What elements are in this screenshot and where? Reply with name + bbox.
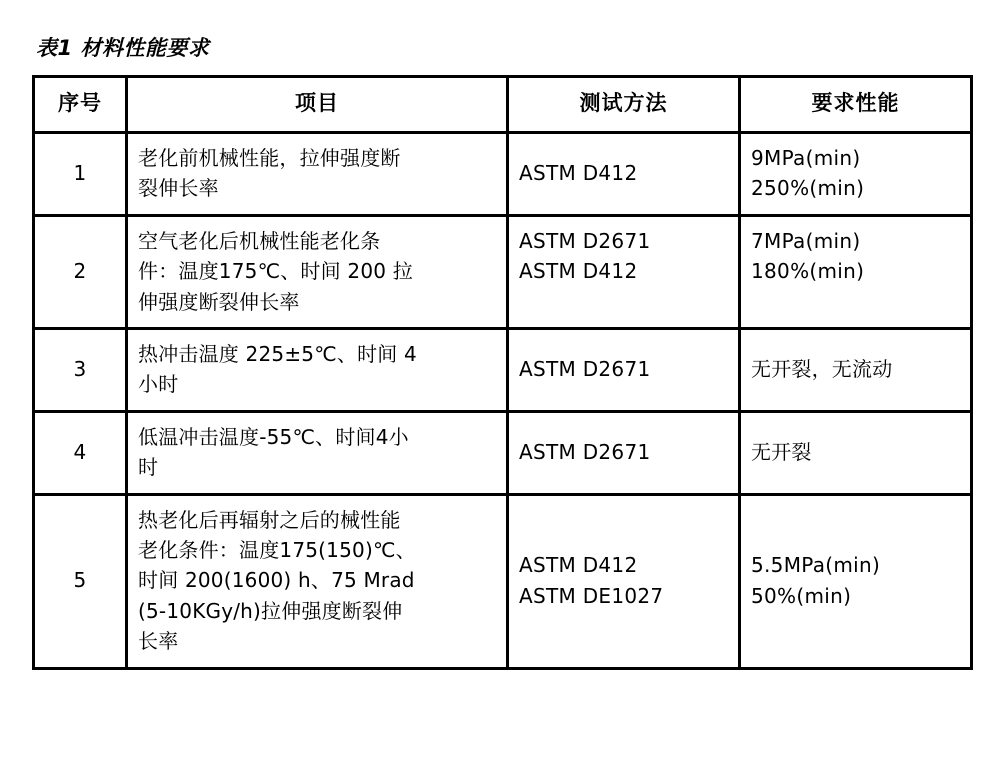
requirement-line: 180%(min) (751, 259, 865, 284)
method-line: ASTM D2671 (519, 357, 651, 382)
row-method-cell (508, 329, 740, 412)
column-header-no: 序号 (34, 77, 127, 133)
column-header-item: 项目 (127, 77, 508, 133)
row-requirement-cell (740, 329, 972, 412)
item-line: 件：温度175℃、时间 200 拉 (138, 259, 413, 284)
method-line: ASTM D412 (519, 553, 638, 578)
table-header-row (34, 77, 972, 133)
method-line: ASTM D412 (519, 259, 638, 284)
table-row (34, 329, 972, 412)
row-number-cell: 4 (34, 411, 127, 494)
item-line: 裂伸长率 (138, 176, 219, 201)
row-item-cell (127, 329, 508, 412)
table-row (34, 133, 972, 216)
item-line: 热冲击温度 225±5℃、时间 4 (138, 342, 417, 367)
item-line: 热老化后再辐射之后的械性能 (138, 507, 401, 532)
row-number-cell: 2 (34, 215, 127, 328)
item-line: 空气老化后机械性能老化条 (138, 228, 381, 253)
requirement-line: 50%(min) (751, 583, 852, 608)
requirement-line: 无开裂，无流动 (751, 357, 893, 382)
material-requirements-table (32, 75, 973, 669)
row-item-cell (127, 215, 508, 328)
column-header-requirement: 要求性能 (740, 77, 972, 133)
method-line: ASTM D2671 (519, 440, 651, 465)
row-item-cell (127, 411, 508, 494)
requirement-line: 无开裂 (751, 440, 812, 465)
item-line: 老化前机械性能，拉伸强度断 (138, 146, 401, 171)
item-line: (5-10KGy/h)拉伸强度断裂伸 (138, 598, 403, 623)
item-line: 长率 (138, 629, 179, 654)
requirement-line: 9MPa(min) (751, 146, 861, 171)
row-method-cell (508, 133, 740, 216)
row-item-cell (127, 133, 508, 216)
item-line: 时间 200(1600) h、75 Mrad (138, 568, 415, 593)
requirement-line: 7MPa(min) (751, 228, 861, 253)
table-caption: 表1 材料性能要求 (36, 36, 210, 60)
column-header-method: 测试方法 (508, 77, 740, 133)
row-requirement-cell (740, 411, 972, 494)
requirement-line: 5.5MPa(min) (751, 553, 881, 578)
row-item-cell (127, 494, 508, 668)
row-requirement-cell (740, 215, 972, 328)
row-method-cell (508, 411, 740, 494)
method-line: ASTM DE1027 (519, 583, 664, 608)
row-requirement-cell (740, 494, 972, 668)
method-line: ASTM D412 (519, 161, 638, 186)
row-method-cell (508, 494, 740, 668)
requirement-line: 250%(min) (751, 176, 865, 201)
item-line: 小时 (138, 372, 179, 397)
table-row (34, 494, 972, 668)
row-method-cell (508, 215, 740, 328)
item-line: 伸强度断裂伸长率 (138, 289, 300, 314)
row-number-cell: 1 (34, 133, 127, 216)
table-row (34, 411, 972, 494)
item-line: 低温冲击温度-55℃、时间4小 (138, 424, 409, 449)
row-number-cell: 3 (34, 329, 127, 412)
row-requirement-cell (740, 133, 972, 216)
table-row (34, 215, 972, 328)
row-number-cell: 5 (34, 494, 127, 668)
method-line: ASTM D2671 (519, 228, 651, 253)
item-line: 老化条件：温度175(150)℃、 (138, 538, 416, 562)
item-line: 时 (138, 455, 159, 480)
